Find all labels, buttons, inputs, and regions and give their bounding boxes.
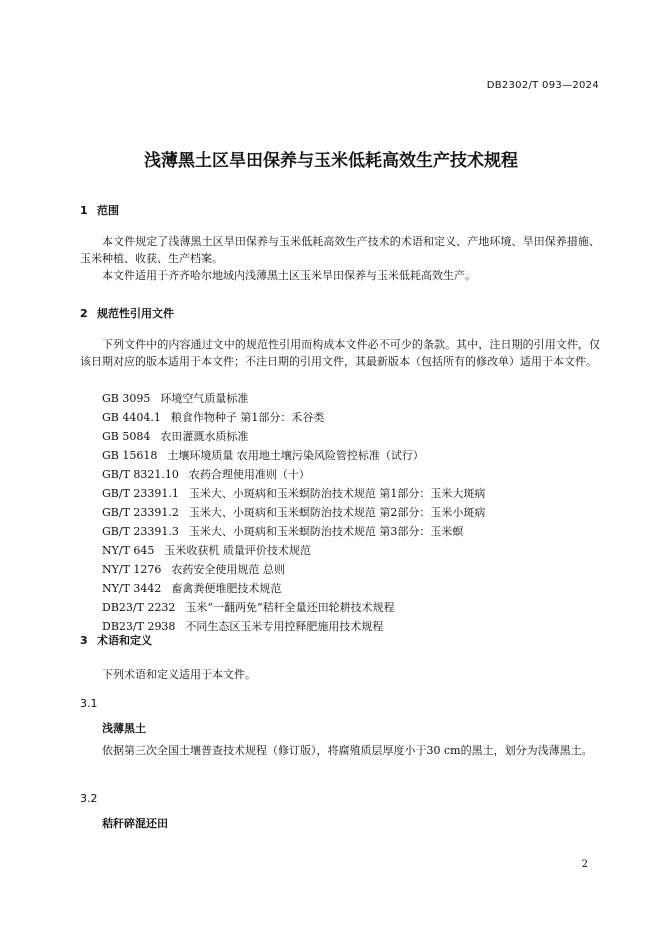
document-code: DB2302/T 093—2024: [486, 80, 599, 91]
reference-code: DB23/T 2232: [102, 601, 176, 614]
term-definition: [80, 742, 600, 759]
scope-paragraph-2: 本文件适用于齐齐哈尔地域内浅薄黑土区玉米旱田保养与玉米低耗高效生产。: [102, 269, 476, 282]
reference-title: 农田灌溉水质标准: [160, 430, 249, 443]
reference-item: [102, 522, 485, 541]
reference-item: [102, 598, 485, 617]
reference-item: [102, 446, 485, 465]
section-number: 1: [80, 204, 88, 217]
reference-title: 玉米收获机 质量评价技术规范: [164, 544, 311, 557]
reference-code: GB/T 23391.2: [102, 506, 179, 519]
reference-title: 土壤环境质量 农用地土壤污染风险管控标准（试行）: [167, 449, 424, 462]
reference-item: [102, 503, 485, 522]
terms-intro-paragraph: 下列术语和定义适用于本文件。: [102, 668, 256, 681]
section-heading-scope: [80, 202, 119, 218]
reference-code: DB23/T 2938: [102, 620, 176, 633]
reference-title: 农药安全使用规范 总则: [171, 563, 285, 576]
scope-paragraph-1: 本文件规定了浅薄黑土区旱田保养与玉米低耗高效生产技术的术语和定义、产地环境、旱田保养措施、玉米种植、收获、生产档案。: [80, 235, 600, 265]
reference-title: 粮食作物种子 第1部分：禾谷类: [170, 411, 325, 424]
reference-item: [102, 484, 485, 503]
reference-title: 畜禽粪便堆肥技术规范: [171, 582, 282, 595]
reference-item: [102, 389, 485, 408]
term-name: 浅薄黑土: [102, 722, 146, 735]
section-heading-terms: [80, 632, 152, 648]
term-definition-paragraph: 依据第三次全国土壤普查技术规程（修订版），将腐殖质层厚度小于30 cm的黑土，划分为浅薄黑土。: [102, 744, 593, 757]
reference-code: GB/T 8321.10: [102, 468, 179, 481]
reference-item: [102, 465, 485, 484]
term-number: 3.1: [80, 697, 98, 710]
reference-item: [102, 617, 485, 636]
term-number: 3.2: [80, 792, 98, 805]
reference-code: NY/T 3442: [102, 582, 162, 595]
reference-title: 玉米大、小斑病和玉米螟防治技术规范 第1部分：玉米大斑病: [188, 487, 486, 500]
section-title: 规范性引用文件: [97, 307, 174, 320]
page-number: 2: [581, 859, 588, 870]
normative-intro: [80, 336, 600, 370]
section-title: 术语和定义: [97, 634, 152, 647]
scope-text: [80, 233, 600, 284]
reference-item: [102, 408, 485, 427]
terms-intro: [80, 666, 600, 683]
reference-title: 玉米“一翻两免”秸秆全量还田轮耕技术规程: [185, 601, 395, 614]
section-number: 2: [80, 307, 88, 320]
reference-code: GB 3095: [102, 392, 151, 405]
reference-code: GB/T 23391.3: [102, 525, 179, 538]
section-title: 范围: [97, 204, 119, 217]
reference-code: GB 5084: [102, 430, 151, 443]
normative-intro-paragraph: 下列文件中的内容通过文中的规范性引用而构成本文件必不可少的条款。其中，注日期的引用文件，仅该日期对应的版本适用于本文件；不注日期的引用文件，其最新版本（包括所有的修改单）适用于本文件。: [80, 338, 600, 368]
reference-title: 环境空气质量标准: [160, 392, 249, 405]
reference-list: [102, 389, 485, 636]
section-heading-normative: [80, 305, 174, 321]
reference-code: NY/T 645: [102, 544, 155, 557]
reference-item: [102, 560, 485, 579]
document-title: 浅薄黑土区旱田保养与玉米低耗高效生产技术规程: [144, 151, 518, 171]
reference-code: GB/T 23391.1: [102, 487, 179, 500]
reference-title: 农药合理使用准则（十）: [188, 468, 310, 481]
reference-code: GB 4404.1: [102, 411, 161, 424]
reference-code: NY/T 1276: [102, 563, 162, 576]
reference-item: [102, 541, 485, 560]
term-name: 秸秆碎混还田: [102, 817, 168, 830]
reference-item: [102, 427, 485, 446]
reference-title: 玉米大、小斑病和玉米螟防治技术规范 第3部分：玉米螟: [188, 525, 464, 538]
reference-item: [102, 579, 485, 598]
reference-title: 玉米大、小斑病和玉米螟防治技术规范 第2部分：玉米小斑病: [188, 506, 486, 519]
reference-title: 不同生态区玉米专用控释肥施用技术规程: [185, 620, 384, 633]
section-number: 3: [80, 634, 88, 647]
reference-code: GB 15618: [102, 449, 158, 462]
